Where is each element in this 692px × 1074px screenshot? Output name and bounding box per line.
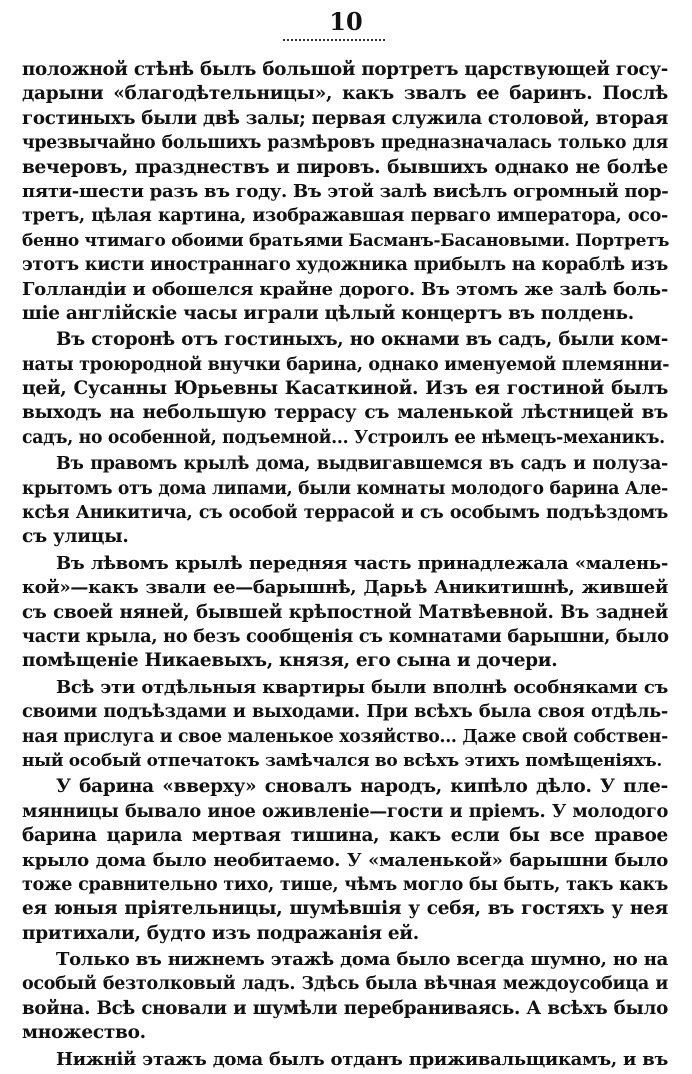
text-line: выходъ на небольшую террасу съ маленькой лѣстницей въ: [22, 402, 668, 424]
text-line: съ своей няней, бывшей крѣпостной Матвѣевной. Въ задней: [22, 601, 668, 623]
text-line: Въ сторонѣ отъ гостиныхъ, но окнами въ садъ, были ком-: [56, 329, 668, 351]
text-line: шіе англійскіе часы играли цѣлый концертъ въ полдень.: [22, 302, 634, 324]
paragraph: [22, 452, 668, 550]
text-line: ная прислуга и свое маленькое хозяйство... Даже свой собствен-: [22, 726, 668, 747]
text-line: этотъ кисти иностраннаго художника прибылъ на кораблѣ изъ: [22, 254, 668, 276]
text-line: садъ, но особенной, подъемной... Устроилъ ее нѣмецъ-механикъ.: [22, 427, 665, 448]
body-text: [22, 58, 668, 1074]
text-line: ксѣя Аникитича, съ особой террасой и съ особымъ подъѣздомъ: [22, 503, 668, 524]
text-line: бенно чтимаго обоими братьями Басманъ-Басановыми. Портретъ: [22, 230, 670, 251]
paragraph: [22, 676, 668, 774]
text-line: части крыла, но безъ сообщенія съ комнатами барышни, было: [22, 625, 669, 647]
text-line: крыло дома было необитаемо. У «маленькой» барышни было: [22, 849, 668, 871]
dotted-rule: [283, 39, 385, 41]
text-line: ный особый отпечатокъ замѣчался во всѣхъ этихъ помѣщеніяхъ.: [22, 750, 662, 771]
page-number: 10: [329, 7, 363, 36]
text-line: Всѣ эти отдѣльныя квартиры были вполнѣ особняками съ: [56, 676, 668, 698]
text-line: съ улицы.: [22, 526, 129, 548]
text-line: своими подъѣздами и выходами. При всѣхъ была своя отдѣль-: [22, 701, 668, 723]
text-line: барина царила мертвая тишина, какъ если бы все правое: [22, 825, 668, 847]
text-line: особый безтолковый ладъ. Здѣсь была вѣчная междоусобица и: [22, 974, 668, 995]
paragraph: [22, 948, 668, 1046]
text-line: Голландіи и обошелся крайне дорого. Въ этомъ же залѣ боль-: [22, 278, 668, 300]
text-line: Въ правомъ крылѣ дома, выдвигавшемся въ садъ и полуза-: [56, 454, 668, 475]
text-line: У барина «вверху» сновалъ народъ, кипѣло дѣло. У пле-: [56, 776, 668, 798]
text-line: чрезвычайно большихъ размѣровъ предназначалась только для: [22, 133, 668, 154]
text-line: множество.: [22, 1022, 146, 1044]
text-line: Въ лѣвомъ крылѣ передняя часть принадлежала «малень-: [56, 552, 668, 574]
paragraph: [22, 328, 668, 450]
text-line: кой»—какъ звали ее—барышнѣ, Дарьѣ Аникитишнѣ, жившей: [22, 577, 668, 599]
text-line: третъ, цѣлая картина, изображавшая перваго императора, осо-: [22, 206, 668, 227]
text-line: наты троюродной внучки барина, однако именуемой племянни-: [22, 354, 670, 375]
text-line: гостиныхъ были двѣ залы; первая служила столовой, вторая: [22, 107, 669, 129]
text-line: тоже сравнительно тихо, тише, чѣмъ могло бы быть, такъ какъ: [22, 874, 668, 895]
text-line: война. Всѣ сновали и шумѣли перебраниваясь. А всѣхъ было: [22, 997, 668, 1019]
text-line: крытомъ отъ дома липами, были комнаты молодого барина Але-: [22, 478, 668, 499]
text-line: цей, Сусанны Юрьевны Касаткиной. Изъ ея гостиной былъ: [22, 378, 668, 400]
text-line: Только въ нижнемъ этажѣ дома было всегда шумно, но на: [56, 949, 668, 971]
paragraph: [22, 552, 668, 674]
text-line: пяти-шести разъ въ году. Въ этой залѣ висѣлъ огромный пор-: [22, 180, 669, 202]
text-line: Нижній этажъ дома былъ отданъ приживальщикамъ, и въ: [56, 1048, 668, 1070]
text-line: мянницы бывало иное оживленіе—гости и пріемъ. У молодого: [22, 800, 668, 822]
text-line: ея юныя пріятельницы, шумѣвшія у себя, въ гостяхъ у нея: [22, 898, 668, 920]
text-line: притихали, будто изъ подражанія ей.: [22, 922, 419, 944]
paragraph: [22, 58, 668, 326]
paragraph: [22, 1048, 668, 1072]
text-line: дарыни «благодѣтельницы», какъ звалъ ее баринъ. Послѣ: [22, 83, 668, 105]
paragraph: [22, 775, 668, 946]
text-line: вечеровъ, празднествъ и пировъ. бывшихъ однако не болѣе: [22, 156, 668, 178]
text-line: положной стѣнѣ былъ большой портретъ царствующей госу-: [22, 59, 668, 80]
text-line: помѣщеніе Никаевыхъ, князя, его сына и дочери.: [22, 650, 558, 672]
